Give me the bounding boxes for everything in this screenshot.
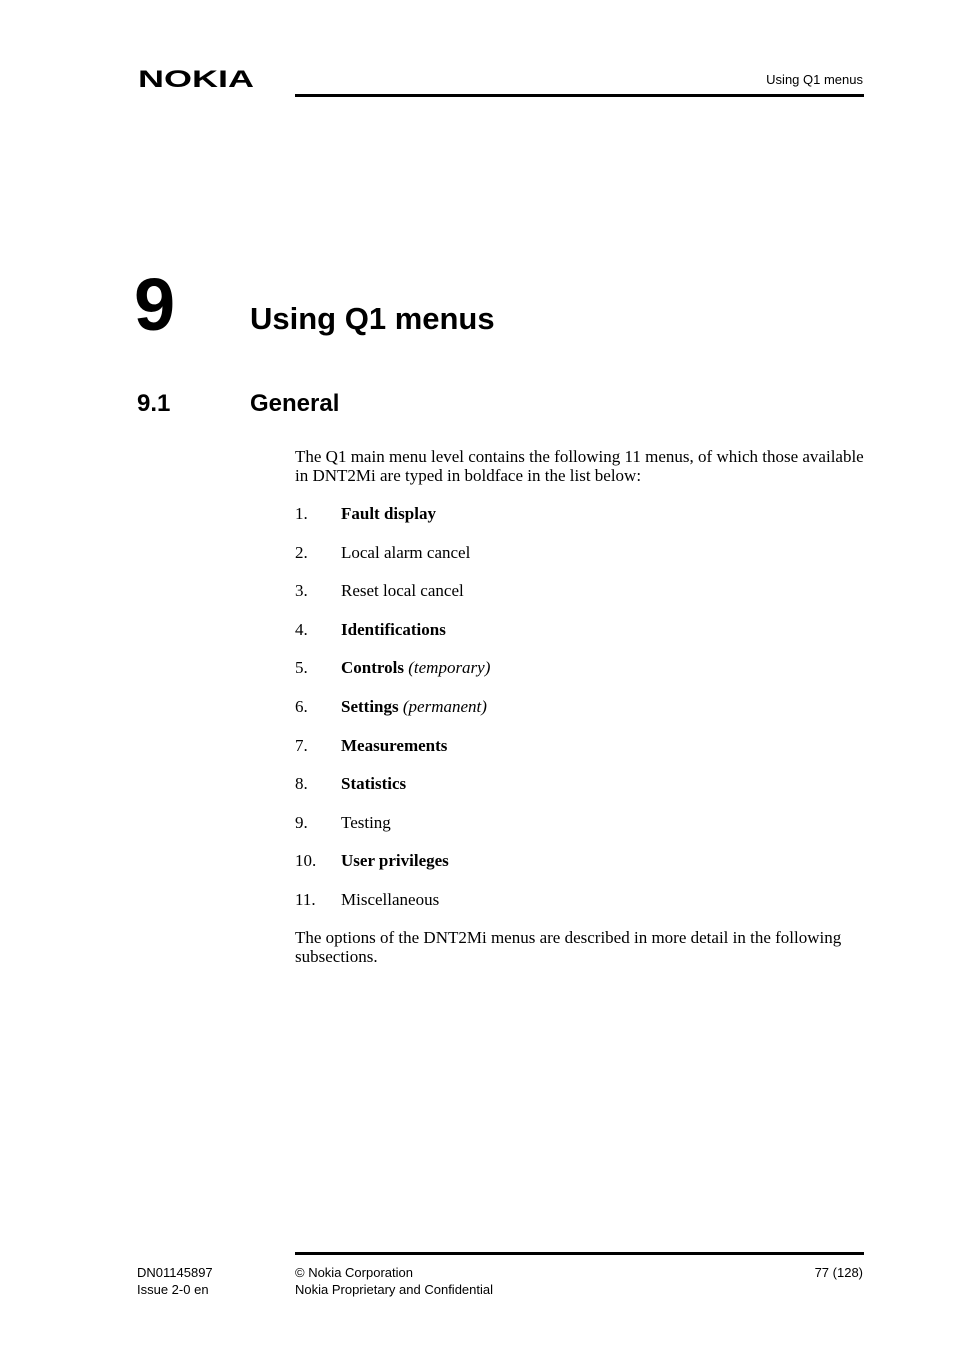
list-item-number: 8.	[295, 774, 308, 794]
list-item-label: Testing	[341, 812, 391, 832]
confidentiality-notice: Nokia Proprietary and Confidential	[295, 1282, 493, 1297]
list-item-number: 10.	[295, 851, 317, 871]
list-item-number: 11.	[295, 889, 316, 909]
list-item	[295, 851, 865, 890]
list-item	[295, 813, 865, 852]
list-item-label: Reset local cancel	[341, 581, 464, 601]
section-number: 9.1	[137, 390, 171, 417]
list-item-label: Fault display	[341, 504, 436, 523]
chapter-number: 9	[134, 263, 176, 346]
list-item-label: Measurements	[341, 735, 448, 755]
chapter-title: Using Q1 menus	[250, 301, 495, 336]
list-item-note: (permanent)	[402, 696, 487, 716]
page-number: 77 (128)	[814, 1265, 863, 1280]
list-item-number: 2.	[295, 542, 308, 562]
copyright-notice: © Nokia Corporation	[295, 1265, 413, 1280]
section-title: General	[250, 390, 340, 417]
list-item-label: Controls	[341, 658, 404, 678]
outro-paragraph: The options of the DNT2Mi menus are described in more detail in the following subsections.	[295, 928, 842, 966]
footer-rule	[295, 1252, 864, 1255]
svg-text:NOKIA: NOKIA	[138, 66, 254, 90]
list-item-number: 7.	[295, 735, 308, 755]
list-item-number: 6.	[295, 696, 308, 716]
list-item	[295, 736, 865, 775]
list-item-number: 9.	[295, 812, 308, 832]
menu-list	[295, 504, 865, 929]
list-item-label: Settings	[341, 696, 399, 716]
list-item	[295, 543, 865, 582]
list-item-number: 1.	[295, 504, 308, 523]
list-item-note: (temporary)	[408, 658, 491, 678]
issue-label: Issue 2-0 en	[137, 1282, 209, 1297]
list-item	[295, 697, 865, 736]
header-rule	[295, 94, 864, 97]
running-header: Using Q1 menus	[766, 72, 863, 87]
list-item	[295, 504, 865, 543]
list-item-label: Identifications	[341, 619, 446, 639]
list-item-label: Statistics	[341, 774, 407, 794]
list-item	[295, 658, 865, 697]
list-item-number: 5.	[295, 658, 308, 678]
list-item	[295, 890, 865, 929]
document-number: DN01145897	[137, 1265, 213, 1280]
list-item-label: Local alarm cancel	[341, 542, 471, 562]
list-item-label: Miscellaneous	[341, 889, 440, 909]
list-item-number: 3.	[295, 581, 308, 601]
nokia-logo	[138, 66, 256, 90]
list-item	[295, 581, 865, 620]
list-item-number: 4.	[295, 619, 308, 639]
list-item	[295, 774, 865, 813]
list-item-label: User privileges	[341, 851, 449, 871]
list-item	[295, 620, 865, 659]
intro-paragraph: The Q1 main menu level contains the following 11 menus, of which those available in DNT2Mi are typed in boldface in the list below:	[295, 447, 864, 485]
